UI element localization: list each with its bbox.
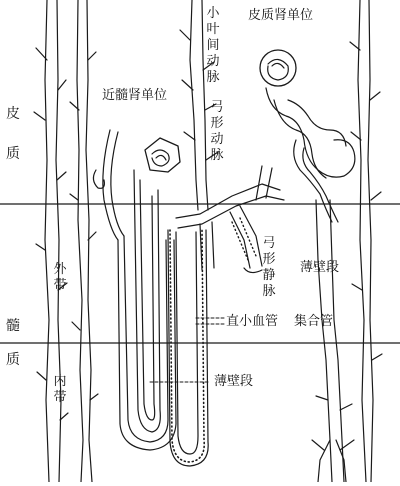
juxtamedullary-nephron [93,130,180,450]
label-arcuate-artery: 弓形动脉 [210,100,224,163]
zone-cortex-char1: 皮 [6,106,20,122]
label-thin-segment-bottom: 薄壁段 [214,374,254,389]
label-vasa-recta: 直小血管 [226,314,279,329]
bottom-vessel [312,440,354,482]
label-collecting-duct: 集合管 [294,314,334,329]
label-interlobular-artery: 小叶间动脉 [206,6,220,85]
zone-outer-stripe: 外带 [53,262,67,293]
left-vessel [34,0,68,482]
collecting-duct [316,200,352,482]
label-thin-segment-right: 薄壁段 [300,260,340,275]
right-vessel [350,0,382,482]
zone-medulla-char1: 髓 [6,318,20,334]
zone-inner-stripe: 内带 [53,374,67,405]
zone-medulla-char2: 质 [6,352,20,368]
cortical-nephron [260,50,355,222]
label-cortical-nephron: 皮质肾单位 [248,8,314,23]
zone-cortex-char2: 质 [6,146,20,162]
label-juxtamedullary-nephron: 近髓肾单位 [102,88,168,103]
left-vessel-2 [70,0,98,482]
label-arcuate-vein: 弓形静脉 [262,236,276,299]
leader-lines [150,318,224,382]
